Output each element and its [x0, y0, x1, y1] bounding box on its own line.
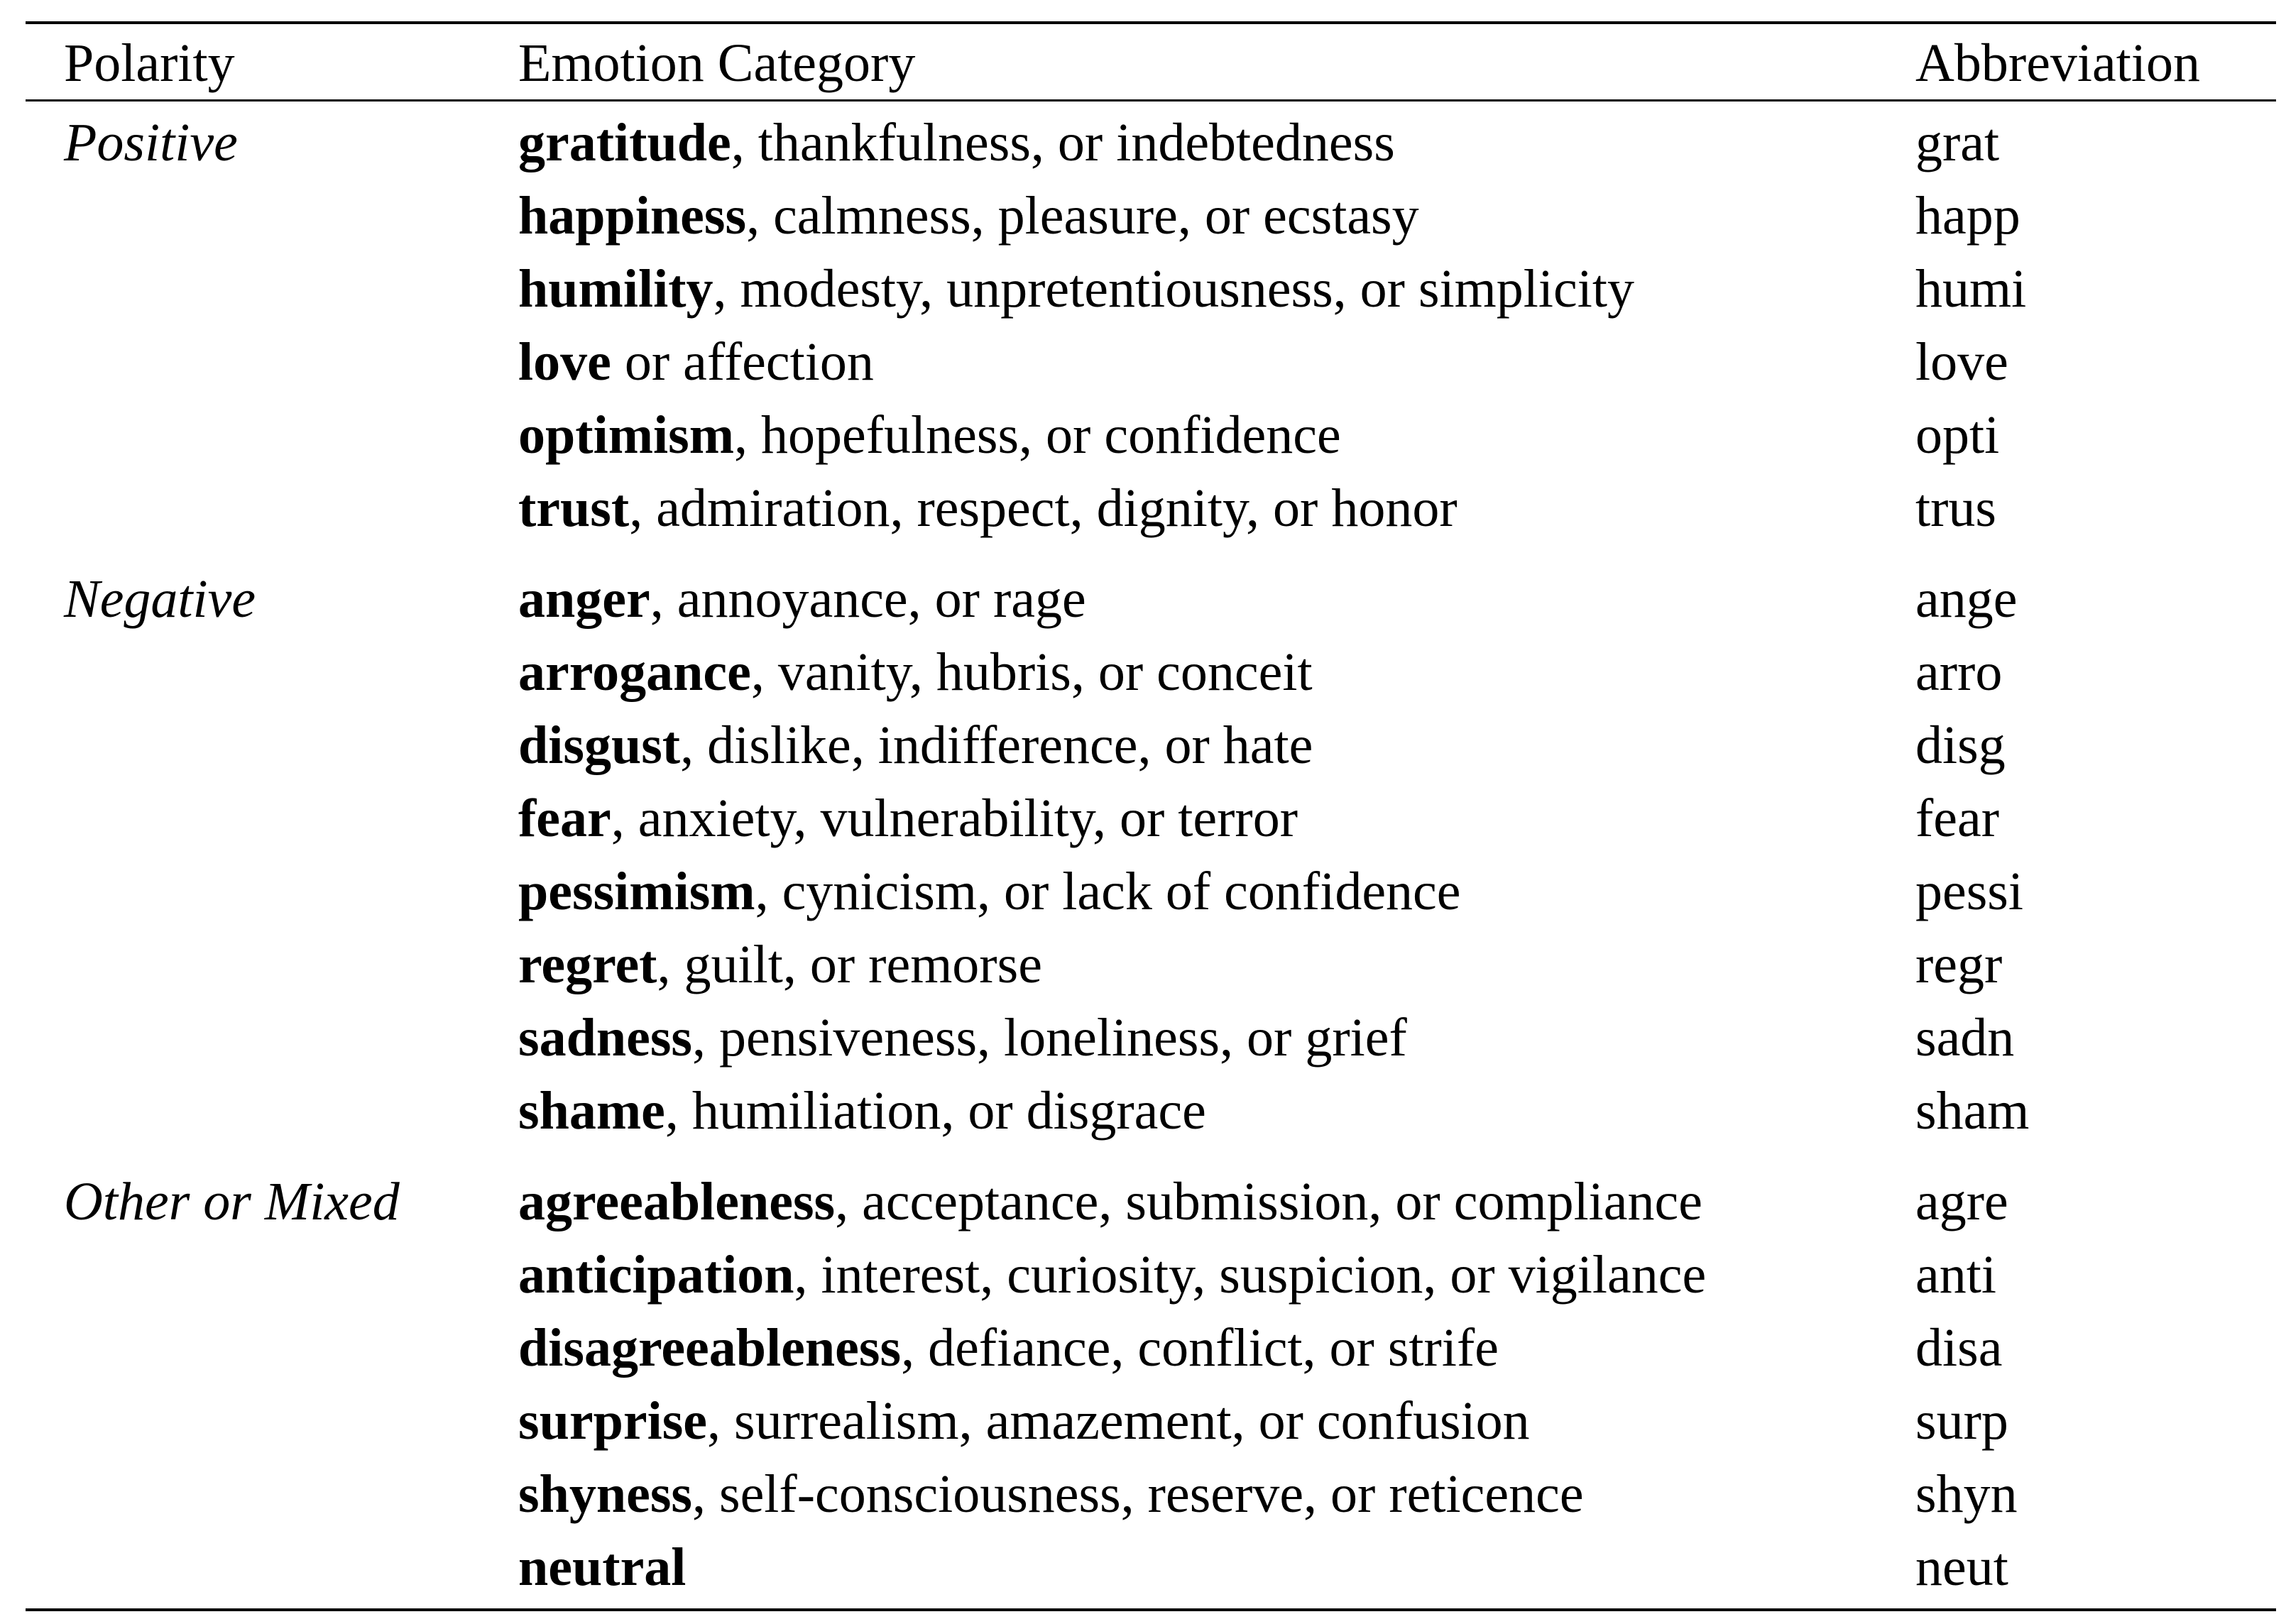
emotion-synonyms: , cynicism, or lack of confidence [755, 862, 1461, 921]
emotion-term: love [518, 332, 611, 392]
table-row [26, 709, 2276, 782]
table-row [26, 1165, 2276, 1239]
emotion-term: shame [518, 1081, 665, 1141]
emotion-category-cell [518, 928, 1042, 1002]
emotion-term: shyness [518, 1464, 692, 1524]
table-row [26, 928, 2276, 1002]
emotion-synonyms: , annoyance, or rage [650, 569, 1086, 629]
abbreviation-cell: shyn [1915, 1464, 2018, 1524]
emotion-category-cell [518, 1458, 1584, 1531]
emotion-synonyms: , guilt, or remorse [657, 935, 1042, 994]
emotion-category-cell [518, 472, 1458, 545]
table-row [26, 1239, 2276, 1312]
abbreviation-cell: disa [1915, 1318, 2003, 1378]
abbreviation-cell: agre [1915, 1172, 2008, 1231]
emotion-category-cell [518, 855, 1461, 928]
emotion-synonyms: , hopefulness, or confidence [734, 405, 1341, 465]
emotion-term: disagreeableness [518, 1318, 902, 1378]
emotion-synonyms: , thankfulness, or indebtedness [731, 113, 1395, 172]
emotion-synonyms: , anxiety, vulnerability, or terror [611, 789, 1298, 848]
table-row [26, 1531, 2276, 1604]
emotion-synonyms: , calmness, pleasure, or ecstasy [746, 186, 1419, 246]
abbreviation-cell: fear [1915, 789, 2000, 848]
emotion-category-cell [518, 253, 1634, 326]
table-row [26, 1312, 2276, 1385]
emotion-term: disgust [518, 715, 681, 775]
abbreviation-cell: arro [1915, 642, 2003, 702]
emotion-term: trust [518, 478, 630, 538]
emotion-category-cell [518, 1239, 1706, 1312]
polarity-label: Negative [64, 569, 256, 629]
table-row [26, 253, 2276, 326]
abbreviation-cell: regr [1915, 935, 2003, 994]
emotion-synonyms: , humiliation, or disgrace [665, 1081, 1206, 1141]
table-bottom-rule [26, 1608, 2276, 1611]
emotion-category-cell [518, 1312, 1499, 1385]
abbreviation-cell: pessi [1915, 862, 2023, 921]
abbreviation-cell: love [1915, 332, 2008, 392]
table-row [26, 180, 2276, 253]
emotion-term: gratitude [518, 113, 731, 172]
emotion-category-cell [518, 399, 1341, 472]
header-abbreviation: Abbreviation [1915, 33, 2201, 93]
emotion-synonyms: , interest, curiosity, suspicion, or vigilance [794, 1245, 1707, 1305]
abbreviation-cell: neut [1915, 1537, 2008, 1597]
table-row [26, 636, 2276, 709]
abbreviation-cell: ange [1915, 569, 2018, 629]
table-row [26, 1385, 2276, 1458]
emotion-synonyms: , pensiveness, loneliness, or grief [692, 1008, 1407, 1068]
emotion-category-cell [518, 1165, 1702, 1239]
emotion-category-cell [518, 782, 1298, 855]
abbreviation-cell: grat [1915, 113, 2000, 172]
header-emotion-category: Emotion Category [518, 33, 916, 93]
emotion-synonyms: , defiance, conflict, or strife [901, 1318, 1499, 1378]
table-row [26, 326, 2276, 399]
emotion-synonyms: or affection [611, 332, 874, 392]
emotion-synonyms: , modesty, unpretentiousness, or simplicity [713, 259, 1634, 319]
emotion-term: arrogance [518, 642, 751, 702]
emotion-category-cell [518, 1385, 1530, 1458]
emotion-category-cell [518, 1002, 1407, 1075]
emotion-synonyms: , admiration, respect, dignity, or honor [629, 478, 1458, 538]
abbreviation-cell: disg [1915, 715, 2006, 775]
abbreviation-cell: sham [1915, 1081, 2030, 1141]
emotion-term: happiness [518, 186, 747, 246]
emotion-term: humility [518, 259, 713, 319]
emotion-term: anticipation [518, 1245, 794, 1305]
polarity-label: Positive [64, 113, 238, 172]
abbreviation-cell: sadn [1915, 1008, 2015, 1068]
table-header-row [26, 27, 2276, 100]
emotion-synonyms: , self-consciousness, reserve, or reticence [692, 1464, 1584, 1524]
emotion-term: regret [518, 935, 657, 994]
emotion-synonyms: , vanity, hubris, or conceit [750, 642, 1313, 702]
table-top-rule [26, 21, 2276, 24]
emotion-category-cell [518, 326, 874, 399]
table-row [26, 1075, 2276, 1148]
table-row [26, 1458, 2276, 1531]
emotion-term: surprise [518, 1391, 707, 1451]
table-row [26, 563, 2276, 636]
table-row [26, 472, 2276, 545]
header-polarity: Polarity [64, 33, 235, 93]
abbreviation-cell: humi [1915, 259, 2027, 319]
emotion-term: neutral [518, 1537, 687, 1597]
emotion-category-cell [518, 1075, 1206, 1148]
table-row [26, 106, 2276, 180]
table-row [26, 1002, 2276, 1075]
emotion-category-cell [518, 636, 1313, 709]
emotion-category-cell [518, 563, 1086, 636]
emotion-term: fear [518, 789, 611, 848]
table-header-rule [26, 99, 2276, 102]
table-row [26, 855, 2276, 928]
abbreviation-cell: trus [1915, 478, 1996, 538]
polarity-label: Other or Mixed [64, 1172, 400, 1231]
abbreviation-cell: happ [1915, 186, 2020, 246]
emotion-synonyms: , acceptance, submission, or compliance [835, 1172, 1702, 1231]
table-row [26, 399, 2276, 472]
emotion-category-cell [518, 1531, 686, 1604]
emotion-term: agreeableness [518, 1172, 836, 1231]
emotion-category-cell [518, 106, 1395, 180]
table-row [26, 782, 2276, 855]
emotion-category-cell [518, 180, 1419, 253]
emotion-term: pessimism [518, 862, 755, 921]
abbreviation-cell: opti [1915, 405, 2000, 465]
emotion-category-cell [518, 709, 1313, 782]
emotion-synonyms: , dislike, indifference, or hate [680, 715, 1313, 775]
emotion-term: sadness [518, 1008, 692, 1068]
emotion-synonyms: , surrealism, amazement, or confusion [707, 1391, 1530, 1451]
emotion-term: optimism [518, 405, 734, 465]
emotion-term: anger [518, 569, 650, 629]
abbreviation-cell: surp [1915, 1391, 2008, 1451]
abbreviation-cell: anti [1915, 1245, 1996, 1305]
